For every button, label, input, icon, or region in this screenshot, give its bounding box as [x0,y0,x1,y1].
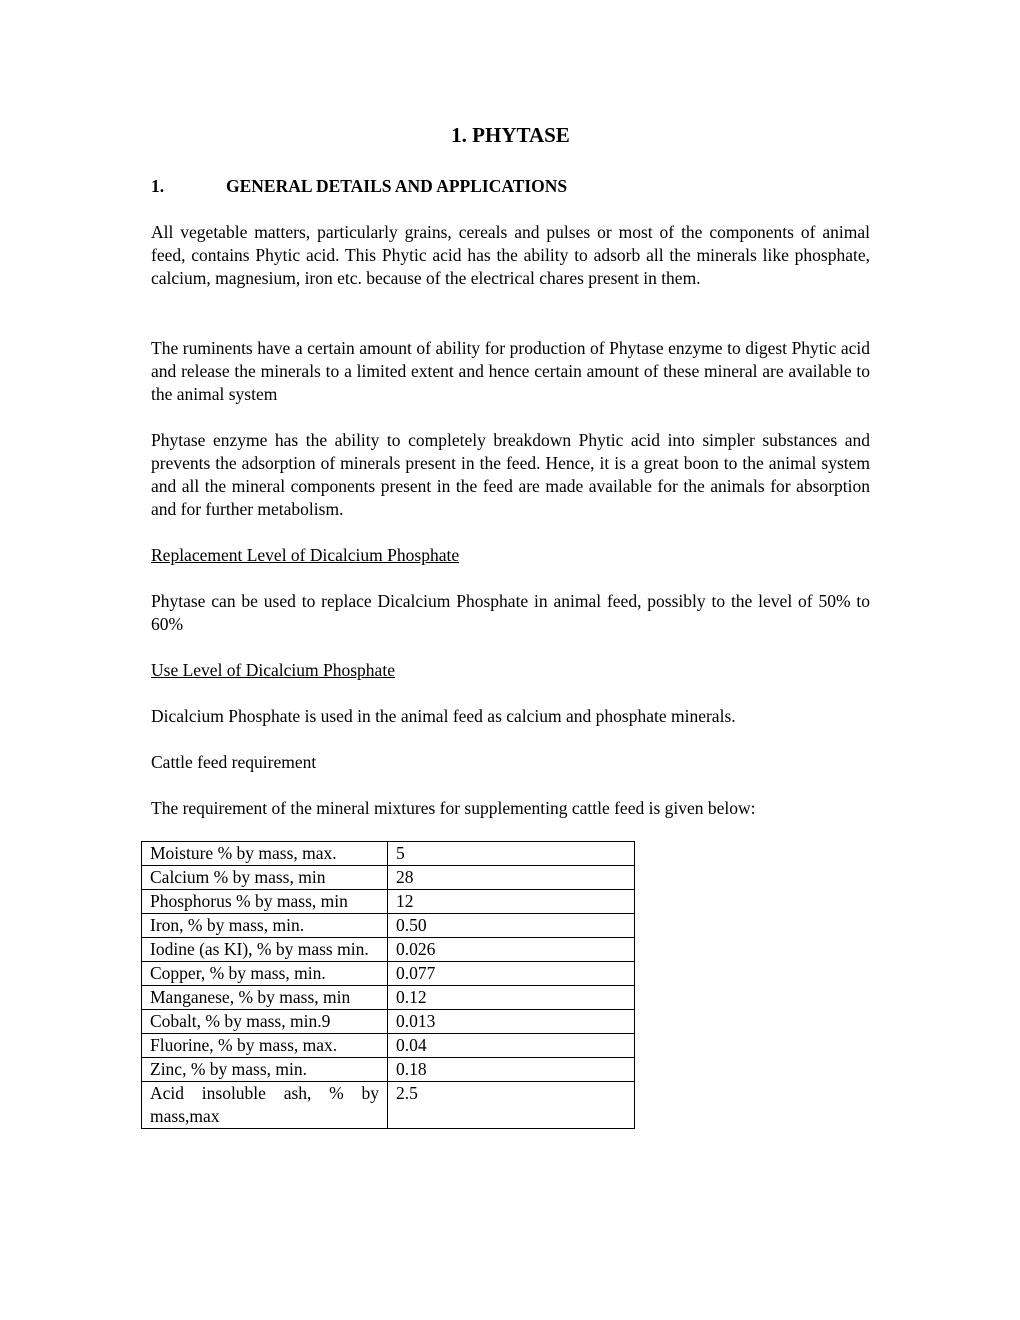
value-cell: 0.04 [388,1034,635,1058]
value-cell: 5 [388,842,635,866]
intro-paragraph-1: All vegetable matters, particularly grains, cereals and pulses or most of the components of animal feed, contains Phytic acid. This Phytic acid has the ability to adsorb all the minerals like phosphate, calcium, magnesium, iron etc. because of the electrical chares present in them. [151,222,870,288]
table-row [142,962,635,986]
table-row [142,1058,635,1082]
table-row [142,1010,635,1034]
section-heading-text: GENERAL DETAILS AND APPLICATIONS [226,176,568,196]
value-cell: 2.5 [388,1082,635,1129]
section-heading [151,175,567,198]
value-cell: 0.50 [388,914,635,938]
parameter-cell: Calcium % by mass, min [142,866,388,890]
parameter-cell: Acid insoluble ash, % by mass,max [142,1082,388,1129]
section-number: 1. [151,176,165,196]
replacement-text: Phytase can be used to replace Dicalcium Phosphate in animal feed, possibly to the level of 50% to 60% [151,591,870,634]
parameter-cell: Moisture % by mass, max. [142,842,388,866]
value-cell: 0.026 [388,938,635,962]
table-row [142,1034,635,1058]
table-row [142,842,635,866]
value-cell: 12 [388,890,635,914]
value-cell: 0.013 [388,1010,635,1034]
table-row [142,986,635,1010]
cattle-feed-intro: The requirement of the mineral mixtures for supplementing cattle feed is given below: [151,798,756,818]
cattle-feed-heading: Cattle feed requirement [151,752,317,772]
parameter-cell: Zinc, % by mass, min. [142,1058,388,1082]
parameter-cell: Iron, % by mass, min. [142,914,388,938]
parameter-cell: Fluorine, % by mass, max. [142,1034,388,1058]
replacement-heading: Replacement Level of Dicalcium Phosphate [151,545,460,565]
intro-paragraph-2: The ruminents have a certain amount of ability for production of Phytase enzyme to digest Phytic acid and release the minerals to a limited extent and hence certain amount of these mineral are available to the animal system [151,338,870,404]
value-cell: 0.12 [388,986,635,1010]
table-row [142,914,635,938]
table-row [142,938,635,962]
document-title: 1. PHYTASE [451,123,570,147]
parameter-cell: Manganese, % by mass, min [142,986,388,1010]
table-row [142,1082,635,1129]
table-row [142,890,635,914]
use-level-text: Dicalcium Phosphate is used in the animal feed as calcium and phosphate minerals. [151,706,736,726]
value-cell: 28 [388,866,635,890]
parameter-cell: Copper, % by mass, min. [142,962,388,986]
value-cell: 0.18 [388,1058,635,1082]
parameter-cell: Cobalt, % by mass, min.9 [142,1010,388,1034]
requirements-table [141,841,635,1129]
intro-paragraph-3: Phytase enzyme has the ability to completely breakdown Phytic acid into simpler substances and prevents the adsorption of minerals present in the feed. Hence, it is a great boon to the animal system and all the mineral components present in the feed are made available for the animals for absorption and for further metabolism. [151,430,870,519]
value-cell: 0.077 [388,962,635,986]
table-row [142,866,635,890]
parameter-cell: Iodine (as KI), % by mass min. [142,938,388,962]
parameter-cell: Phosphorus % by mass, min [142,890,388,914]
use-level-heading: Use Level of Dicalcium Phosphate [151,660,395,680]
